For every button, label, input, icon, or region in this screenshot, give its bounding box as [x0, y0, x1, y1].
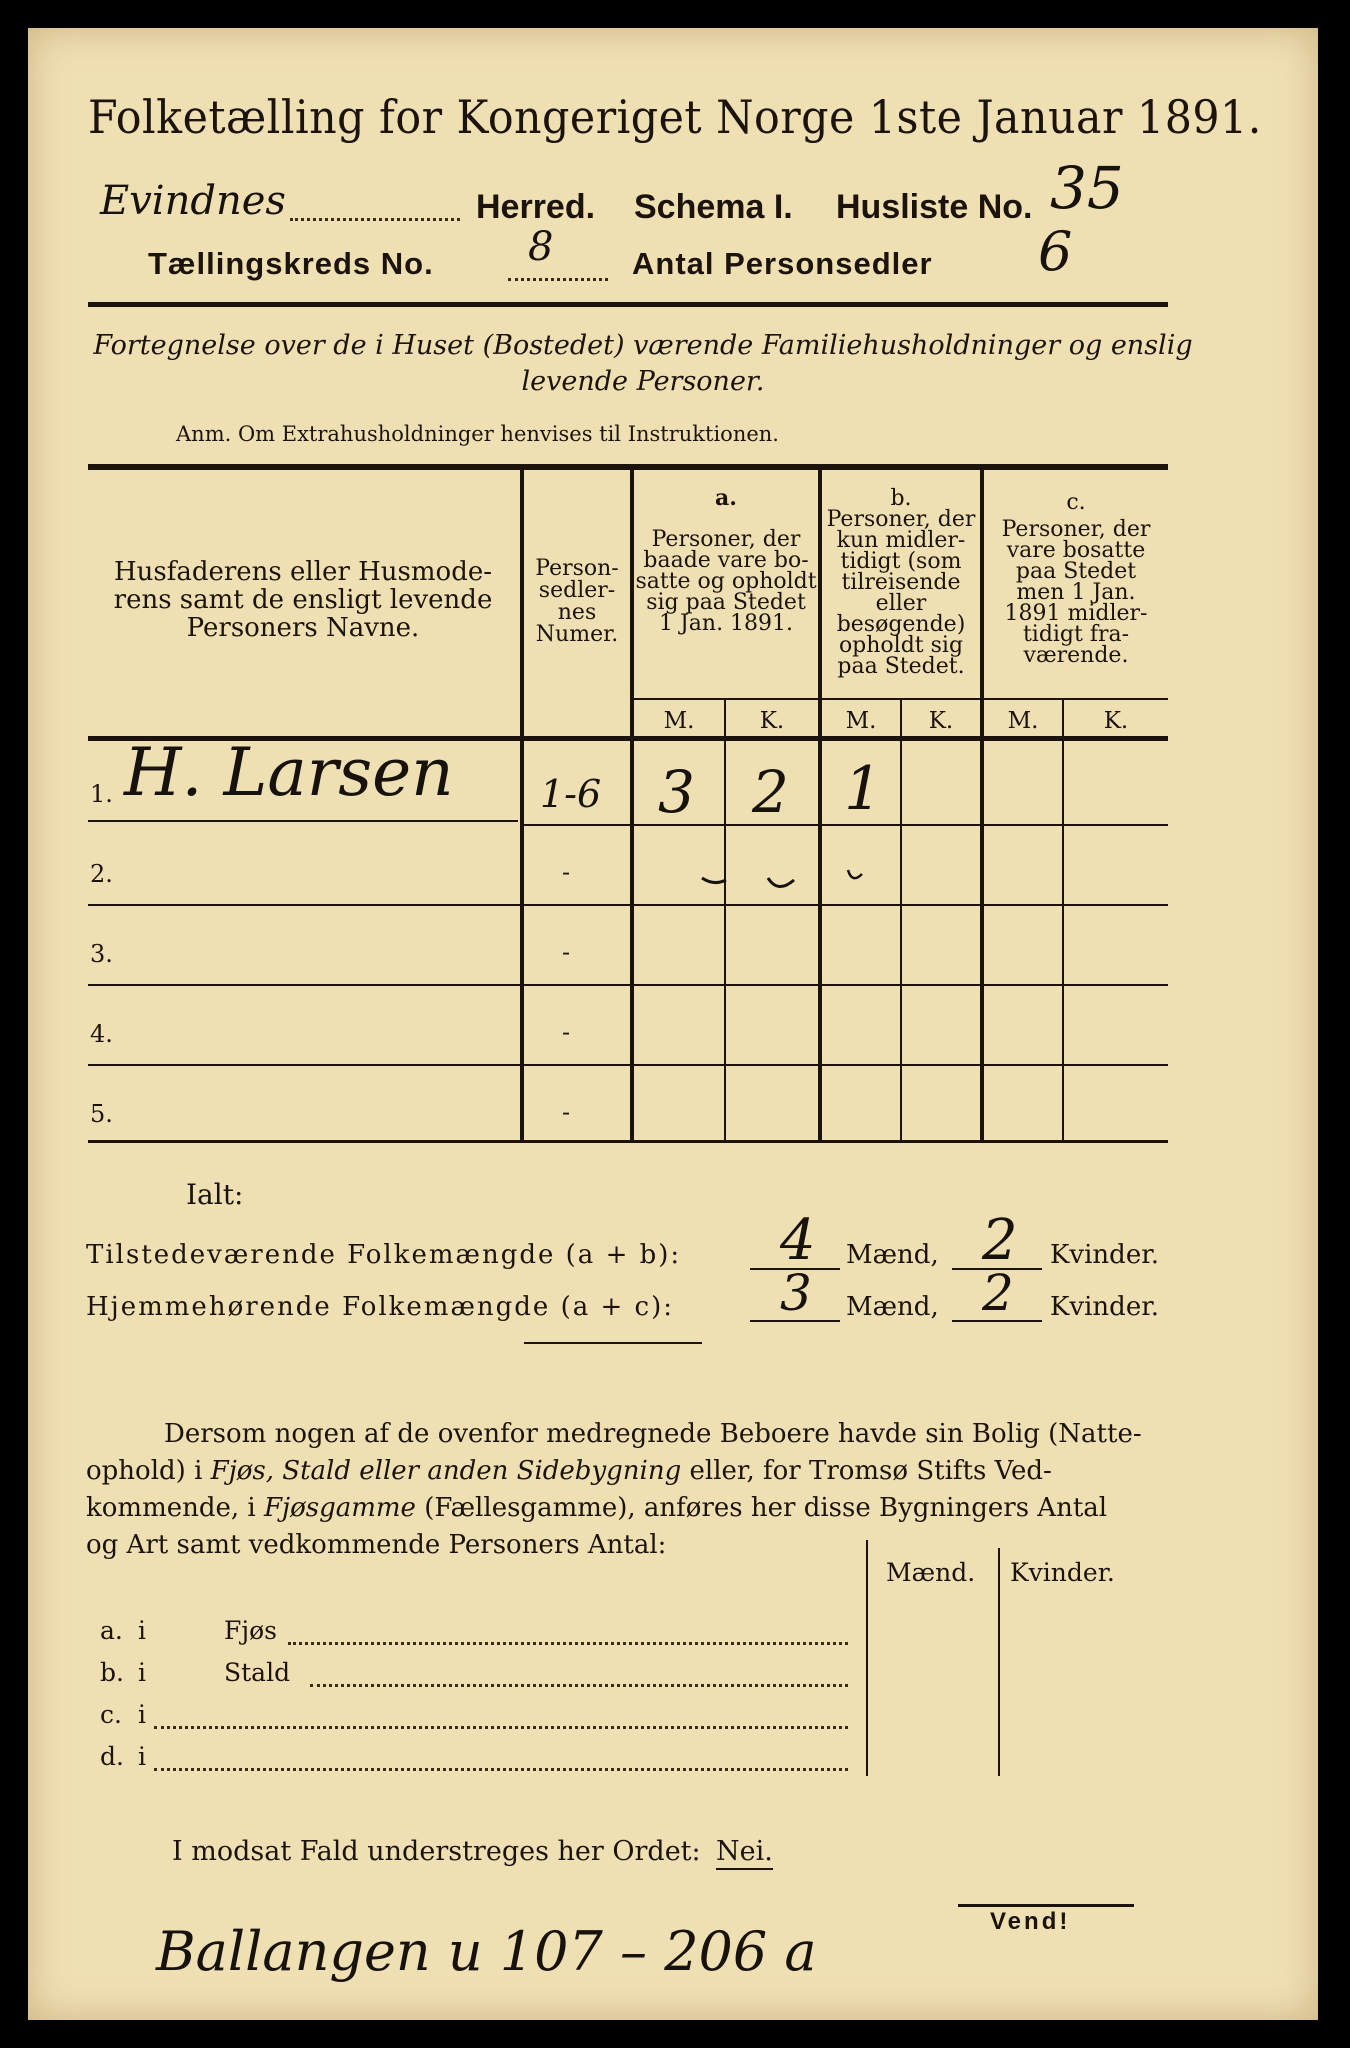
ialt-label: Ialt: — [186, 1178, 244, 1211]
building-d-letter: d. — [100, 1742, 124, 1771]
row-line-1 — [88, 820, 518, 822]
row-3-num: - — [562, 938, 571, 966]
total-resident-kvinder: Kvinder. — [1050, 1292, 1160, 1322]
mk-rule — [630, 698, 1168, 700]
building-c-prep: i — [138, 1700, 146, 1729]
col-b-m: M. — [845, 708, 877, 734]
row-5-number: 5. — [90, 1100, 113, 1128]
separator-rule — [524, 1342, 702, 1344]
census-form — [28, 28, 1318, 2020]
header-col-a: a. Personer, der baade vare bo- satte og opholdt sig paa Stedet 1 Jan. 1891. — [635, 485, 817, 636]
building-a-name: Fjøs — [224, 1616, 277, 1645]
total-resident-label: Hjemmehørende Folkemængde (a + c): — [86, 1292, 674, 1322]
col-a-m: M. — [663, 708, 695, 734]
row-2-num: - — [562, 858, 571, 886]
row-line-1b — [524, 824, 1168, 826]
header-col-b: b. Personer, der kun midler- tidigt (som tilreisende eller besøgende) opholdt sig paa Stedet. — [826, 486, 976, 679]
building-c-letter: c. — [100, 1700, 122, 1729]
building-d-dots — [154, 1768, 848, 1771]
vend-rule — [958, 1904, 1134, 1907]
header-names: Husfaderens eller Husmode- rens samt de ensligt levende Personers Navne. — [113, 557, 493, 643]
husliste-label: Husliste No. — [836, 188, 1033, 226]
header-number: Person- sedler- nes Numer. — [535, 556, 619, 647]
buildings-maend-head: Mænd. — [886, 1558, 976, 1587]
total-resident-women: 2 — [982, 1264, 1014, 1322]
buildings-kvinder-head: Kvinder. — [1010, 1558, 1115, 1587]
table-bottom-rule — [88, 1140, 1168, 1143]
tally-check-marks — [698, 864, 868, 900]
intro-line2: levende Personer. — [521, 366, 765, 397]
vend-label: Vend! — [990, 1908, 1071, 1935]
total-present-maend: Mænd, — [846, 1240, 939, 1270]
row-5-num: - — [562, 1098, 571, 1126]
kreds-value: 8 — [528, 224, 554, 270]
col-c-k: K. — [1103, 708, 1129, 734]
row-2-number: 2. — [90, 860, 113, 888]
kreds-dots — [508, 278, 608, 281]
col-b-k: K. — [928, 708, 954, 734]
row-line-3 — [88, 984, 1168, 986]
intro-line1: Fortegnelse over de i Huset (Bostedet) værende Familiehusholdninger og enslig — [93, 330, 1193, 361]
total-present-kvinder: Kvinder. — [1050, 1240, 1160, 1270]
building-b-dots — [310, 1684, 848, 1687]
header-col-c: c. Personer, der vare bosatte paa Stedet men 1 Jan. 1891 midler- tidigt fra- værende. — [1001, 490, 1151, 668]
herred-dots — [290, 218, 460, 221]
building-b-letter: b. — [100, 1658, 124, 1687]
row-line-4 — [88, 1064, 1168, 1066]
total-present-men: 4 — [780, 1208, 816, 1273]
form-title: Folketælling for Kongeriget Norge 1ste Januar 1891. — [88, 90, 1262, 144]
col-line-a-mk — [724, 700, 726, 1140]
row-1-number: 1. — [90, 780, 113, 808]
modsat-text: I modsat Fald understreges her Ordet: — [172, 1836, 701, 1867]
schema-label: Schema I. — [634, 188, 793, 226]
row-1-a-k: 2 — [752, 758, 789, 826]
row-1-b-m: 1 — [844, 754, 883, 824]
total-present-label: Tilstedeværende Folkemængde (a + b): — [86, 1240, 682, 1270]
total-resident-maend: Mænd, — [846, 1292, 939, 1322]
bottom-archive-note: Ballangen u 107 – 206 a — [156, 1920, 817, 1983]
buildings-line-1 — [866, 1540, 868, 1776]
antal-value: 6 — [1038, 220, 1073, 283]
row-3-number: 3. — [90, 940, 113, 968]
total-present-women: 2 — [982, 1208, 1018, 1273]
kreds-label: Tællingskreds No. — [148, 246, 434, 281]
table-top-rule — [88, 464, 1168, 470]
husliste-value: 35 — [1050, 154, 1124, 222]
building-b-prep: i — [138, 1658, 146, 1687]
building-a-prep: i — [138, 1616, 146, 1645]
col-c-m: M. — [1007, 708, 1039, 734]
herred-value: Evindnes — [100, 178, 286, 224]
header-rule — [88, 302, 1168, 307]
building-d-prep: i — [138, 1742, 146, 1771]
col-a-k: K. — [759, 708, 785, 734]
row-line-2 — [88, 904, 1168, 906]
building-c-dots — [154, 1726, 848, 1729]
total-resident-men: 3 — [780, 1264, 812, 1322]
col-line-b-mk — [900, 700, 902, 1140]
anm-note: Anm. Om Extrahusholdninger henvises til Instruktionen. — [176, 422, 779, 446]
row-1-name: H. Larsen — [124, 734, 454, 811]
nei-word: Nei. — [716, 1836, 773, 1870]
row-1-num: 1-6 — [540, 772, 602, 816]
building-b-name: Stald — [224, 1658, 291, 1687]
row-4-num: - — [562, 1018, 571, 1046]
row-1-a-m: 3 — [658, 758, 695, 826]
buildings-line-2 — [998, 1548, 1000, 1776]
col-line-c-mk — [1062, 700, 1064, 1140]
row-4-number: 4. — [90, 1020, 113, 1048]
building-a-letter: a. — [100, 1616, 123, 1645]
building-a-dots — [288, 1642, 848, 1645]
sidebuilding-paragraph: Dersom nogen af de ovenfor medregnede Beboere havde sin Bolig (Natte- ophold) i Fjøs, Stald eller anden Sidebygning eller, for Tromsø Stifts Ved- kommende, i Fjøsgamme (Fællesgamme), anføres her disse Bygningers Antal og Art samt vedkommende Personers Antal: — [86, 1419, 1142, 1560]
herred-label: Herred. — [476, 188, 596, 226]
antal-label: Antal Personsedler — [632, 246, 933, 281]
